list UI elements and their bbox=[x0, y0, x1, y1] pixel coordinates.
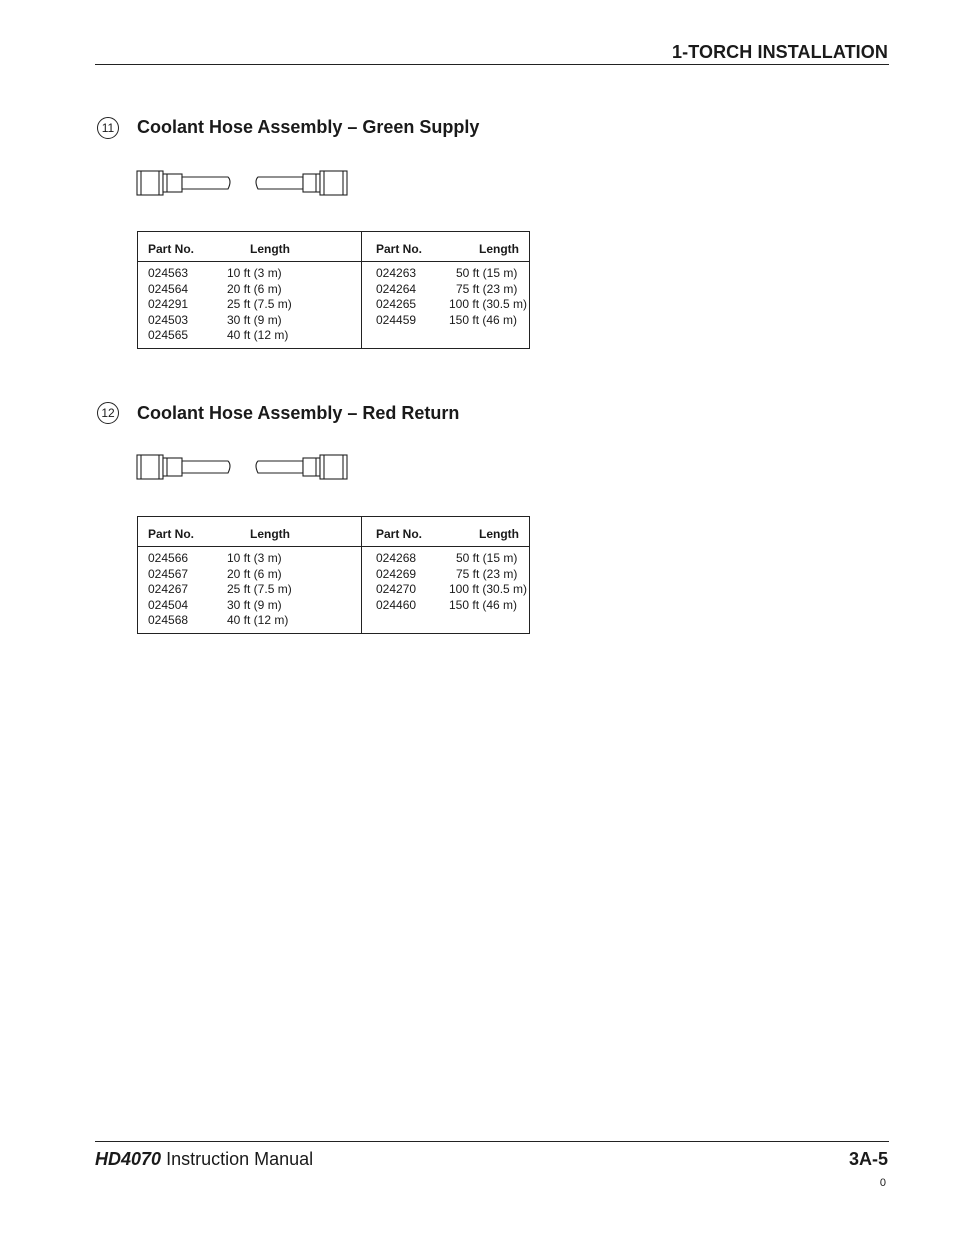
hose-length: 100 ft (30.5 m) bbox=[449, 297, 528, 312]
column-header: Length bbox=[449, 517, 530, 547]
column-header: Length bbox=[227, 232, 362, 262]
hose-length: 150 ft (46 m) bbox=[449, 312, 518, 327]
hose-length: 150 ft (46 m) bbox=[449, 597, 518, 612]
hose-length: 20 ft (6 m) bbox=[227, 566, 282, 581]
hose-assembly-diagram bbox=[135, 168, 351, 198]
hose-length: 25 ft (7.5 m) bbox=[227, 582, 292, 597]
hose-length: 100 ft (30.5 m) bbox=[449, 582, 528, 597]
manual-name: Instruction Manual bbox=[166, 1149, 314, 1169]
hose-length: 40 ft (12 m) bbox=[227, 613, 289, 628]
header-divider bbox=[95, 64, 889, 65]
part-number: 024567 bbox=[148, 566, 189, 581]
column-header: Part No. bbox=[362, 517, 450, 547]
section-title-green-supply: Coolant Hose Assembly – Green Supply bbox=[137, 117, 480, 137]
parts-table-green-supply bbox=[137, 231, 530, 349]
page-section-title: 1-TORCH INSTALLATION bbox=[672, 42, 888, 62]
hose-length: 50 ft (15 m) bbox=[456, 266, 518, 280]
section-title-red-return: Coolant Hose Assembly – Red Return bbox=[137, 403, 460, 423]
hose-length: 75 ft (23 m) bbox=[456, 281, 518, 296]
hose-length: 40 ft (12 m) bbox=[227, 328, 289, 343]
part-number: 024263 bbox=[376, 266, 417, 280]
callout-number: 11 bbox=[97, 117, 119, 139]
hose-length: 30 ft (9 m) bbox=[227, 597, 282, 612]
product-model: HD4070 bbox=[95, 1149, 162, 1169]
column-header: Part No. bbox=[138, 517, 228, 547]
hose-assembly-diagram bbox=[135, 452, 351, 482]
part-number: 024267 bbox=[148, 582, 189, 597]
part-number: 024566 bbox=[148, 551, 189, 565]
hose-length: 10 ft (3 m) bbox=[227, 551, 282, 565]
column-header: Part No. bbox=[138, 232, 228, 262]
callout-number: 12 bbox=[97, 402, 119, 424]
part-number: 024565 bbox=[148, 328, 189, 343]
part-number: 024460 bbox=[376, 597, 417, 612]
hose-length: 10 ft (3 m) bbox=[227, 266, 282, 280]
part-number: 024291 bbox=[148, 297, 189, 312]
manual-title bbox=[95, 1149, 313, 1170]
part-number: 024264 bbox=[376, 281, 417, 296]
column-header: Length bbox=[227, 517, 362, 547]
parts-table-red-return bbox=[137, 516, 530, 634]
part-number: 024568 bbox=[148, 613, 189, 628]
hose-length: 50 ft (15 m) bbox=[456, 551, 518, 565]
hose-length: 30 ft (9 m) bbox=[227, 312, 282, 327]
part-number: 024270 bbox=[376, 582, 417, 597]
column-header: Length bbox=[449, 232, 530, 262]
part-number: 024269 bbox=[376, 566, 417, 581]
part-number: 024563 bbox=[148, 266, 189, 280]
hose-length: 20 ft (6 m) bbox=[227, 281, 282, 296]
hose-length: 25 ft (7.5 m) bbox=[227, 297, 292, 312]
part-number: 024265 bbox=[376, 297, 417, 312]
footer-divider bbox=[95, 1141, 889, 1142]
revision-number: 0 bbox=[879, 1177, 886, 1189]
page-number: 3A-5 bbox=[848, 1149, 888, 1169]
part-number: 024459 bbox=[376, 312, 417, 327]
part-number: 024503 bbox=[148, 312, 189, 327]
part-number: 024564 bbox=[148, 281, 189, 296]
part-number: 024504 bbox=[148, 597, 189, 612]
column-header: Part No. bbox=[362, 232, 450, 262]
hose-length: 75 ft (23 m) bbox=[456, 566, 518, 581]
part-number: 024268 bbox=[376, 551, 417, 565]
